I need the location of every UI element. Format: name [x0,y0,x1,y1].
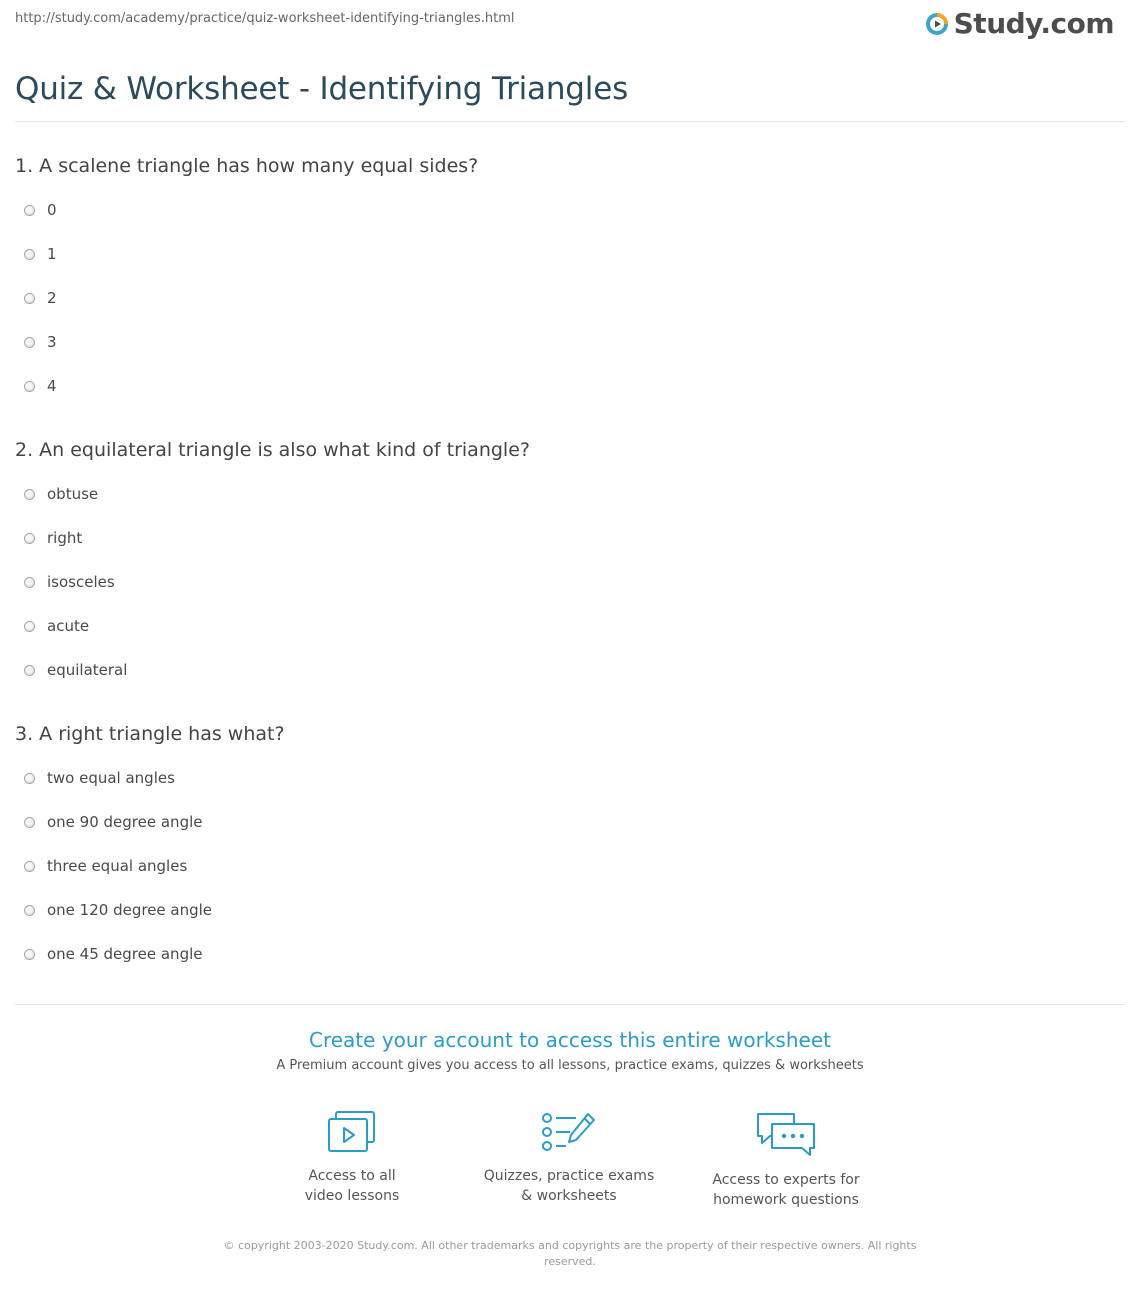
question-text: 2. An equilateral triangle is also what kind of triangle? [15,439,530,461]
radio-button[interactable] [24,817,35,828]
answer-label: 2 [47,289,57,307]
answer-label: two equal angles [47,769,175,787]
answer-label: obtuse [47,485,99,503]
radio-button[interactable] [24,861,35,872]
feature-label-line: video lessons [304,1188,400,1204]
page-url: http://study.com/academy/practice/quiz-worksheet-identifying-triangles.html [15,11,515,26]
question-1 [15,155,479,395]
radio-button[interactable] [24,533,35,544]
feature-video-lessons [252,1110,452,1206]
answer-option[interactable] [24,288,57,308]
answer-option[interactable] [24,244,57,264]
feature-quizzes [469,1110,669,1206]
feature-label-line: & worksheets [521,1188,617,1204]
answer-option[interactable] [24,572,115,592]
radio-button[interactable] [24,949,35,960]
question-3 [15,723,285,963]
answer-option[interactable] [24,768,175,788]
radio-button[interactable] [24,381,35,392]
feature-label-line: Quizzes, practice exams [483,1168,655,1184]
radio-button[interactable] [24,337,35,348]
answer-option[interactable] [24,484,98,504]
header-divider [15,121,1125,122]
feature-experts [686,1110,886,1210]
answer-option[interactable] [24,616,89,636]
answer-option[interactable] [24,528,82,548]
feature-label-line: Access to all [308,1168,396,1184]
answer-option[interactable] [24,376,57,396]
radio-button[interactable] [24,249,35,260]
answer-label: 0 [47,201,57,219]
answer-label: equilateral [47,661,128,679]
answer-label: three equal angles [47,857,188,875]
answer-label: one 45 degree angle [47,945,203,963]
copyright-line: reserved. [544,1255,596,1268]
radio-button[interactable] [24,905,35,916]
answer-label: 3 [47,333,57,351]
answer-label: one 90 degree angle [47,813,203,831]
radio-button[interactable] [24,293,35,304]
feature-label-line: Access to experts for [712,1172,860,1188]
answer-option[interactable] [24,856,187,876]
radio-button[interactable] [24,621,35,632]
radio-button[interactable] [24,205,35,216]
answer-label: acute [47,617,90,635]
premium-description: A Premium account gives you access to all lessons, practice exams, quizzes & worksheets [276,1058,864,1073]
radio-button[interactable] [24,489,35,500]
quiz-checklist-icon [540,1110,598,1156]
answer-label: right [47,529,83,547]
create-account-link[interactable]: Create your account to access this entire worksheet [309,1028,831,1052]
answer-option[interactable] [24,900,212,920]
page-title: Quiz & Worksheet - Identifying Triangles [15,71,629,107]
logo-text: Study.com [953,7,1114,40]
answer-label: 1 [47,245,57,263]
answer-label: one 120 degree angle [47,901,213,919]
chat-bubbles-icon [754,1110,818,1160]
answer-label: isosceles [47,573,115,591]
answer-option[interactable] [24,660,127,680]
study-logo[interactable] [925,7,1114,40]
question-text: 1. A scalene triangle has how many equal sides? [15,155,479,177]
radio-button[interactable] [24,577,35,588]
radio-button[interactable] [24,665,35,676]
answer-option[interactable] [24,944,203,964]
answer-option[interactable] [24,812,203,832]
answer-label: 4 [47,377,57,395]
content-divider [15,1004,1125,1005]
question-2 [15,439,530,679]
question-text: 3. A right triangle has what? [15,723,285,745]
video-lessons-icon [326,1110,378,1156]
copyright-notice [210,1238,930,1270]
answer-option[interactable] [24,332,57,352]
copyright-line: © copyright 2003-2020 Study.com. All other trademarks and copyrights are the property of their respective owners. All rights [223,1239,917,1252]
answer-option[interactable] [24,200,57,220]
radio-button[interactable] [24,773,35,784]
play-circle-icon [925,12,949,36]
feature-label-line: homework questions [713,1192,859,1208]
